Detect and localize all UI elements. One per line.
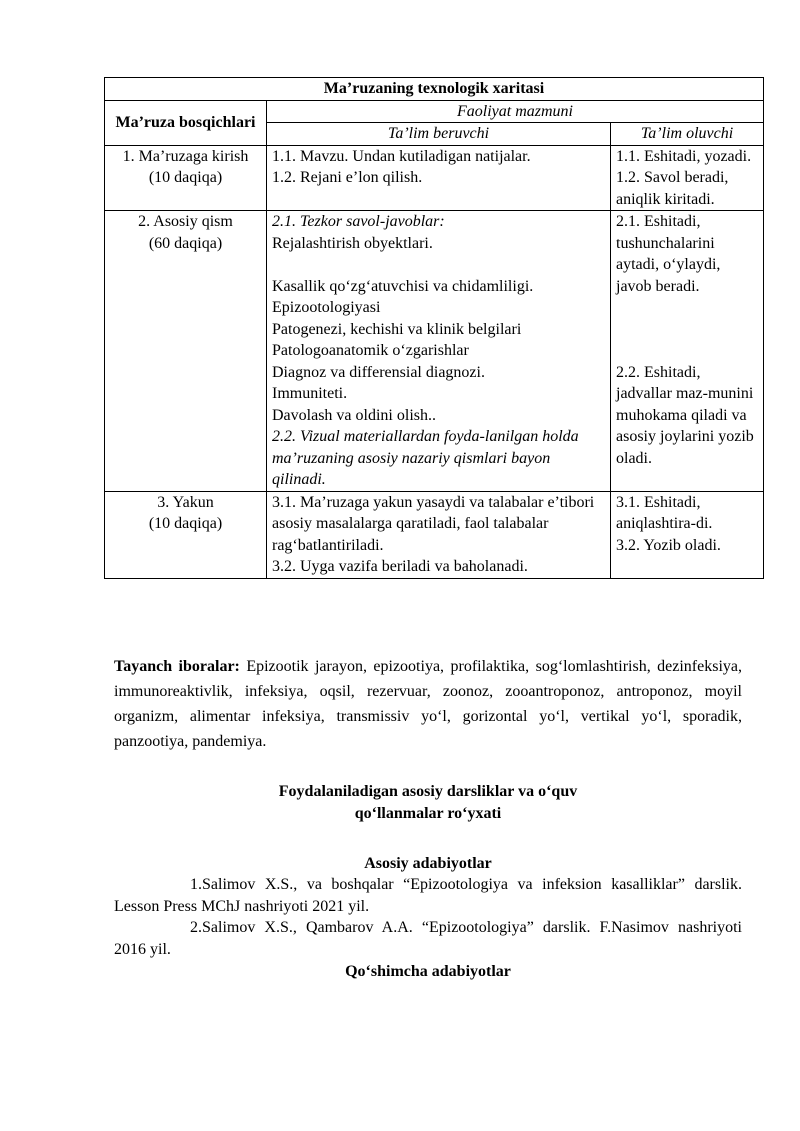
stage-label: 3. Yakun (157, 493, 214, 511)
student-item: 2.2. Eshitadi, jadvallar maz-munini muhokama qiladi va asosiy joylarini yozib oladi. (616, 363, 754, 467)
teacher-cell (267, 491, 611, 578)
literature-title-line: qo‘llanmalar ro‘yxati (354, 804, 502, 822)
teacher-item: Patologoanatomik o‘zgarishlar (272, 342, 469, 359)
table-row (105, 211, 764, 492)
teacher-item: 3.2. Uyga vazifa beriladi va baholanadi. (272, 558, 528, 575)
table-title: Ma’ruzaning texnologik xaritasi (105, 78, 764, 101)
table-row (105, 491, 764, 578)
student-item: 1.1. Eshitadi, yozadi. (616, 147, 752, 165)
spacer (272, 254, 605, 276)
student-cell (611, 145, 764, 211)
main-literature-list (114, 874, 742, 960)
main-literature-heading: Asosiy adabiyotlar (364, 855, 492, 872)
table-title-row (105, 78, 764, 101)
keywords-text: Epizootik jarayon, epizootiya, profilaktika, sog‘lomlashtirish, dezinfeksiya, immunoreaktivlik, infeksiya, oqsil, rezervuar, zoonoz, zooantroponoz, antroponoz, moyil organizm, alimentar infeksiya, transmissiv yo‘l, gorizontal yo‘l, vertikal yo‘l, sporadik, panzootiya, pandemiya. (114, 658, 743, 750)
extra-literature-heading: Qo‘shimcha adabiyotlar (345, 963, 511, 980)
teacher-item: Patogenezi, kechishi va klinik belgilari (272, 320, 522, 338)
teacher-item: Diagnoz va differensial diagnozi. (272, 363, 485, 381)
stage-duration: (60 daqiqa) (148, 234, 223, 252)
teacher-cell (267, 211, 611, 492)
teacher-item: Kasallik qo‘zg‘atuvchisi va chidamliligi. (272, 277, 534, 295)
stage-cell (105, 491, 267, 578)
spacer (616, 297, 758, 362)
teacher-item: Davolash va oldini olish.. (272, 406, 436, 424)
teacher-item: Immuniteti. (272, 385, 348, 402)
teacher-item: 1.1. Mavzu. Undan kutiladigan natijalar. (272, 147, 531, 165)
literature-title-line: Foydalaniladigan asosiy darsliklar va o‘quv (278, 783, 578, 800)
keywords-paragraph (114, 654, 742, 754)
student-item: 2.1. Eshitadi, tushunchalarini aytadi, o‘ylaydi, javob beradi. (616, 213, 721, 295)
student-cell (611, 491, 764, 578)
literature-title (114, 781, 742, 824)
table-header-row (105, 100, 764, 123)
teacher-item: Rejalashtirish obyektlari. (272, 234, 433, 252)
reference-item: 1.Salimov X.S., va boshqalar “Epizootologiya va infeksion kasalliklar” darslik. Lesson Press MChJ nashriyoti 2021 yil. (114, 876, 742, 915)
keywords-label: Tayanch iboralar: (114, 658, 240, 675)
teacher-item: Epizootologiyasi (272, 299, 381, 316)
header-activity: Faoliyat mazmuni (267, 100, 764, 123)
student-cell (611, 211, 764, 492)
stage-cell (105, 211, 267, 492)
student-item: 1.2. Savol beradi, aniqlik kiritadi. (616, 169, 729, 208)
header-teacher: Ta’lim beruvchi (267, 123, 611, 146)
teacher-cell (267, 145, 611, 211)
stage-label: 2. Asosiy qism (138, 213, 233, 230)
header-student: Ta’lim oluvchi (611, 123, 764, 146)
teacher-subheading: 2.1. Tezkor savol-javoblar: (272, 213, 445, 230)
student-item: 3.2. Yozib oladi. (616, 536, 721, 554)
stage-duration: (10 daqiqa) (148, 169, 223, 186)
stage-label: 1. Ma’ruzaga kirish (122, 147, 249, 165)
stage-duration: (10 daqiqa) (148, 515, 223, 532)
technology-map-table (104, 77, 764, 579)
stage-cell (105, 145, 267, 211)
reference-item: 2.Salimov X.S., Qambarov A.A. “Epizootologiya” darslik. F.Nasimov nashriyoti 2016 yil. (114, 919, 742, 958)
teacher-item: 1.2. Rejani e’lon qilish. (272, 169, 423, 186)
teacher-subheading: 2.2. Vizual materiallardan foyda-lanilgan holda ma’ruzaning asosiy nazariy qismlari bayon qilinadi. (272, 428, 579, 488)
table-row (105, 145, 764, 211)
header-stages: Ma’ruza bosqichlari (105, 100, 267, 145)
teacher-item: 3.1. Ma’ruzaga yakun yasaydi va talabalar e’tibori asosiy masalalarga qaratiladi, faol talabalar rag‘batlantiriladi. (272, 493, 595, 554)
student-item: 3.1. Eshitadi, aniqlashtira-di. (616, 493, 713, 532)
